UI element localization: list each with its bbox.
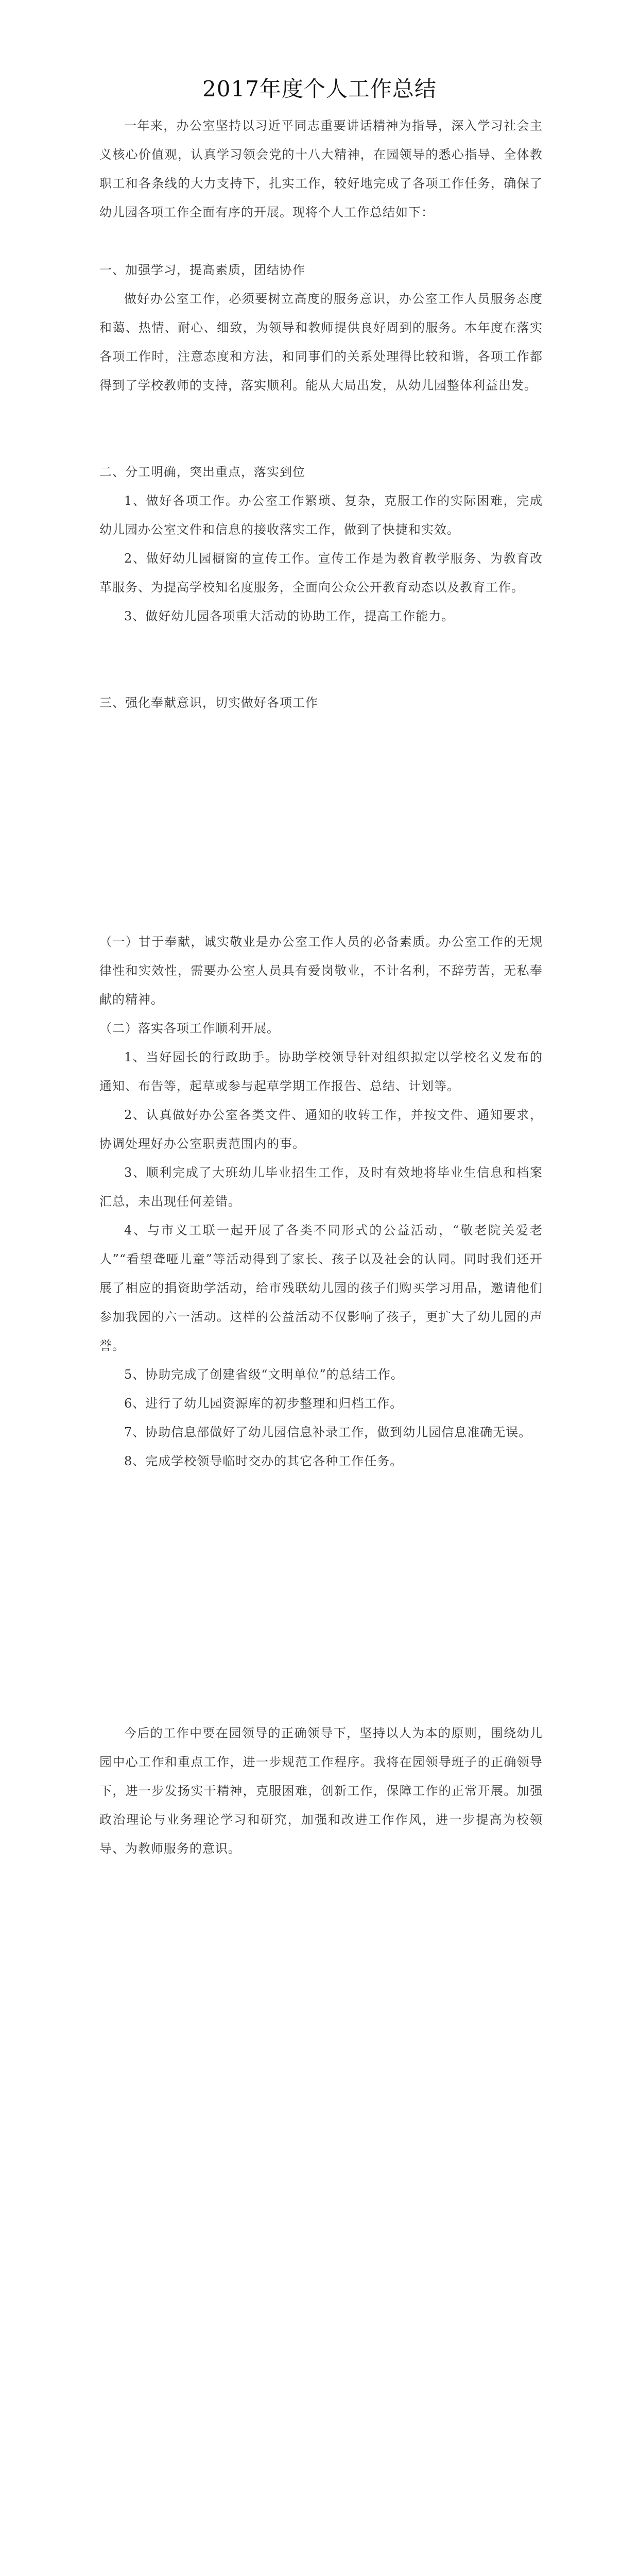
section-1-heading: 一、加强学习，提高素质，团结协作 [99, 263, 305, 277]
section-3-item: 3、顺利完成了大班幼儿毕业招生工作，及时有效地将毕业生信息和档案汇总，未出现任何差错。 [99, 1165, 543, 1209]
section-2-item: 1、做好各项工作。办公室工作繁琐、复杂，克服工作的实际困难，完成幼儿园办公室文件和信息的接收落实工作，做到了快捷和实效。 [99, 494, 543, 537]
section-3-item: 2、认真做好办公室各类文件、通知的收转工作，并按文件、通知要求，协调处理好办公室职责范围内的事。 [99, 1108, 543, 1151]
section-2-item: 2、做好幼儿园橱窗的宣传工作。宣传工作是为教育教学服务、为教育改革服务、为提高学校知名度服务，全面向公众公开教育动态以及教育工作。 [99, 551, 543, 595]
closing-paragraph: 今后的工作中要在园领导的正确领导下，坚持以人为本的原则，围绕幼儿园中心工作和重点工作，进一步规范工作程序。我将在园领导班子的正确领导下，进一步发扬实干精神，克服困难，创新工作，保障工作的正常开展。加强政治理论与业务理论学习和研究，加强和改进工作作风，进一步提高为校领导、为教师服务的意识。 [99, 1726, 543, 1856]
document-title: 2017年度个人工作总结 [202, 76, 437, 101]
section-3-item: 4、与市义工联一起开展了各类不同形式的公益活动，“敬老院关爱老人”“看望聋哑儿童”等活动得到了家长、孩子以及社会的认同。同时我们还开展了相应的捐资助学活动，给市残联幼儿园的孩子们购买学习用品，邀请他们参加我园的六一活动。这样的公益活动不仅影响了孩子，更扩大了幼儿园的声誉。 [99, 1223, 543, 1353]
section-3-sub-1: （一）甘于奉献，诚实敬业是办公室工作人员的必备素质。办公室工作的无规律性和实效性，需要办公室人员具有爱岗敬业，不计名利，不辞劳苦，无私奉献的精神。 [99, 935, 543, 1007]
section-3-item: 8、完成学校领导临时交办的其它各种工作任务。 [124, 1454, 403, 1468]
section-3-item: 5、协助完成了创建省级“文明单位”的总结工作。 [124, 1367, 404, 1382]
section-3-item: 6、进行了幼儿园资源库的初步整理和归档工作。 [124, 1396, 403, 1411]
section-2-heading: 二、分工明确，突出重点，落实到位 [99, 465, 305, 479]
section-2 [99, 457, 543, 631]
section-1 [99, 256, 543, 400]
section-3-item: 7、协助信息部做好了幼儿园信息补录工作，做到幼儿园信息准确无误。 [124, 1425, 532, 1439]
closing-block [99, 1719, 543, 1863]
intro-paragraph: 一年来，办公室坚持以习近平同志重要讲话精神为指导，深入学习社会主义核心价值观，认真学习领会党的十八大精神，在园领导的悉心指导、全体教职工和各条线的大力支持下，扎实工作，较好地完成了各项工作任务，确保了幼儿园各项工作全面有序的开展。现将个人工作总结如下： [99, 118, 543, 219]
section-3-sub-2: （二）落实各项工作顺利开展。 [99, 1021, 280, 1036]
section-3-body [99, 927, 543, 1476]
intro-block [99, 111, 543, 227]
section-3-heading-block [99, 688, 543, 717]
section-3-item: 1、当好园长的行政助手。协助学校领导针对组织拟定以学校名义发布的通知、布告等，起草或参与起草学期工作报告、总结、计划等。 [99, 1050, 543, 1093]
section-2-item: 3、做好幼儿园各项重大活动的协助工作，提高工作能力。 [124, 609, 455, 623]
section-1-paragraph: 做好办公室工作，必须要树立高度的服务意识，办公室工作人员服务态度和蔼、热情、耐心、细致，为领导和教师提供良好周到的服务。本年度在落实各项工作时，注意态度和方法，和同事们的关系处理得比较和谐，各项工作都得到了学校教师的支持，落实顺利。能从大局出发，从幼儿园整体利益出发。 [99, 292, 543, 393]
section-3-heading: 三、强化奉献意识，切实做好各项工作 [99, 696, 318, 710]
